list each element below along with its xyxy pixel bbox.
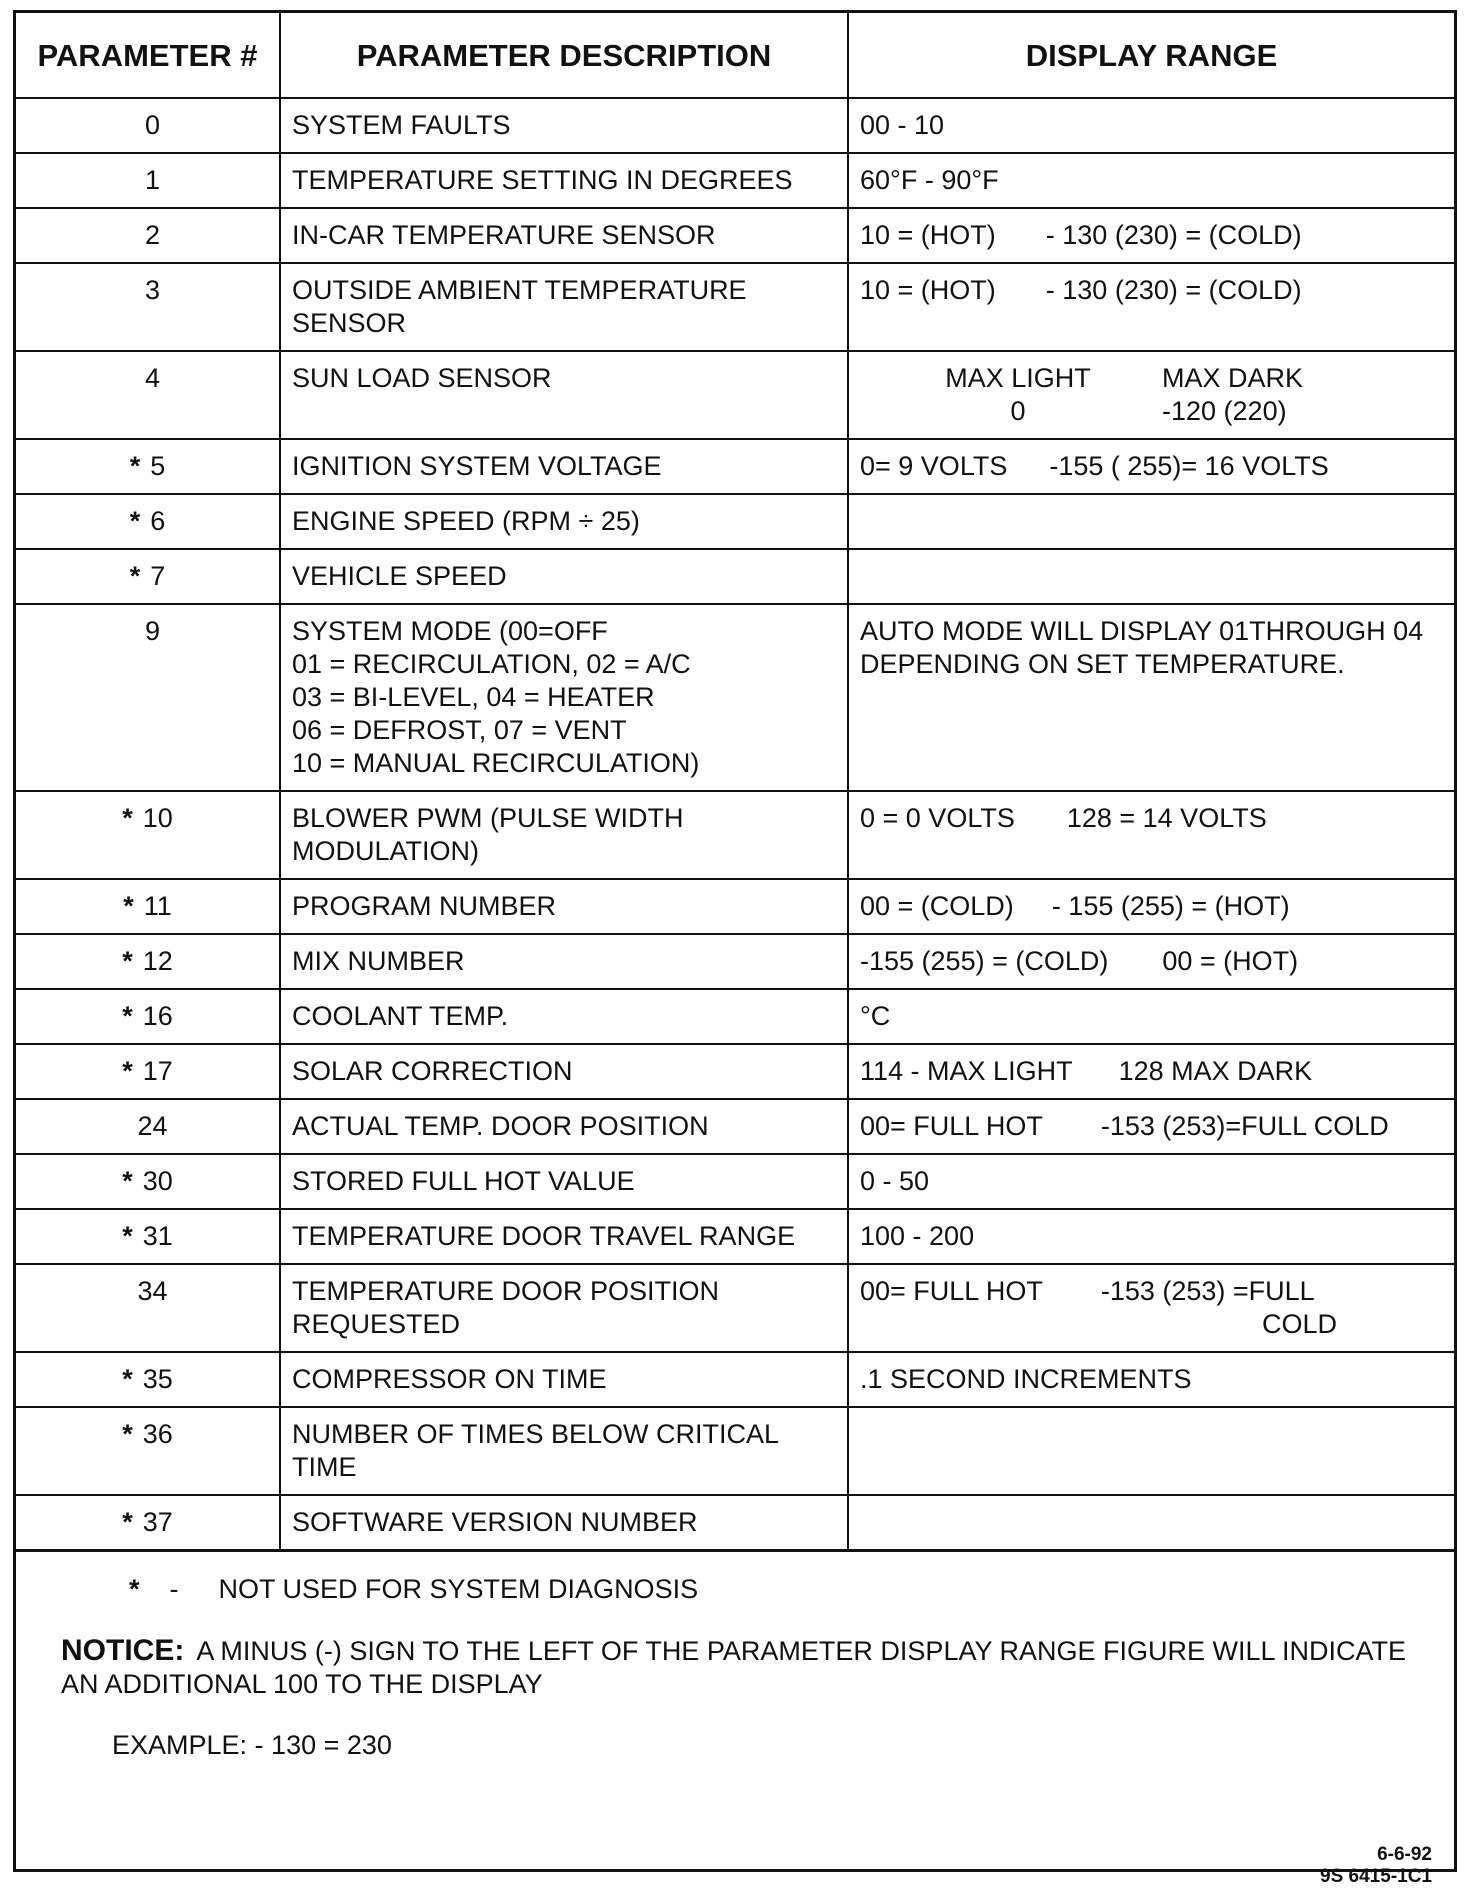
display-range [848,494,1454,549]
parameter-description: BLOWER PWM (PULSE WIDTH MODULATION) [280,791,848,879]
display-range: 10 = (HOT) - 130 (230) = (COLD) [848,208,1454,263]
table-row [16,1495,1454,1551]
parameter-number: * 37 [16,1495,280,1551]
parameter-number: 9 [16,604,280,791]
notice-text: A MINUS (-) SIGN TO THE LEFT OF THE PARAMETER DISPLAY RANGE FIGURE WILL INDICATE AN ADDITIONAL 100 TO THE DISPLAY [61,1636,1407,1699]
display-range: 60°F - 90°F [848,153,1454,208]
parameter-description: COMPRESSOR ON TIME [280,1352,848,1407]
parameter-number: * 11 [16,879,280,934]
parameter-sheet [13,10,1457,1887]
display-range: 00= FULL HOT -153 (253)=FULL COLD [848,1099,1454,1154]
parameter-number: * 36 [16,1407,280,1495]
table-row [16,1352,1454,1407]
notice-label: NOTICE: [61,1634,185,1667]
max-light-label: MAX LIGHT [945,363,1091,393]
table-row [16,439,1454,494]
parameter-number: * 35 [16,1352,280,1407]
header-parameter-number: PARAMETER # [16,13,280,98]
notice-paragraph [61,1634,1424,1701]
table-row [16,549,1454,604]
display-range [848,549,1454,604]
display-range: 00= FULL HOT -153 (253) =FULL COLD [848,1264,1454,1352]
header-row [16,13,1454,98]
parameter-number: 3 [16,263,280,351]
max-light-value: 0 [1010,396,1026,426]
table-row [16,1154,1454,1209]
parameter-description: SUN LOAD SENSOR [280,351,848,439]
parameter-description: TEMPERATURE DOOR TRAVEL RANGE [280,1209,848,1264]
asterisk-symbol: * [129,1574,140,1604]
parameter-table [16,13,1454,1552]
table-row [16,989,1454,1044]
max-dark-value: -120 (220) [1162,396,1287,426]
table-row [16,98,1454,153]
header-display-range: DISPLAY RANGE [848,13,1454,98]
parameter-description: SYSTEM FAULTS [280,98,848,153]
parameter-number: * 30 [16,1154,280,1209]
document-id [1320,1844,1432,1888]
parameter-description: COOLANT TEMP. [280,989,848,1044]
display-range: 00 - 10 [848,98,1454,153]
display-range: AUTO MODE WILL DISPLAY 01THROUGH 04 DEPENDING ON SET TEMPERATURE. [848,604,1454,791]
parameter-number: * 17 [16,1044,280,1099]
parameter-description: MIX NUMBER [280,934,848,989]
parameter-number: 2 [16,208,280,263]
parameter-number: * 12 [16,934,280,989]
table-row [16,1044,1454,1099]
table-row [16,494,1454,549]
parameter-description: SOLAR CORRECTION [280,1044,848,1099]
parameter-number: 34 [16,1264,280,1352]
parameter-number: * 6 [16,494,280,549]
table-row [16,934,1454,989]
parameter-description: TEMPERATURE DOOR POSITION REQUESTED [280,1264,848,1352]
parameter-description: NUMBER OF TIMES BELOW CRITICAL TIME [280,1407,848,1495]
display-range: 114 - MAX LIGHT 128 MAX DARK [848,1044,1454,1099]
table-row [16,1264,1454,1352]
parameter-description: VEHICLE SPEED [280,549,848,604]
parameter-number: 24 [16,1099,280,1154]
parameter-description: IGNITION SYSTEM VOLTAGE [280,439,848,494]
parameter-description: OUTSIDE AMBIENT TEMPERATURE SENSOR [280,263,848,351]
asterisk-legend: * - NOT USED FOR SYSTEM DIAGNOSIS [129,1574,699,1604]
parameter-description: PROGRAM NUMBER [280,879,848,934]
parameter-number: * 10 [16,791,280,879]
table-row [16,263,1454,351]
display-range: 0= 9 VOLTS -155 ( 255)= 16 VOLTS [848,439,1454,494]
example-text: EXAMPLE: - 130 = 230 [112,1730,392,1760]
parameter-number: * 5 [16,439,280,494]
parameter-description: SYSTEM MODE (00=OFF 01 = RECIRCULATION, 02 = A/C 03 = BI-LEVEL, 04 = HEATER 06 = DEFROST, 07 = VENT 10 = MANUAL RECIRCULATION) [280,604,848,791]
display-range: 00 = (COLD) - 155 (255) = (HOT) [848,879,1454,934]
table-row [16,604,1454,791]
display-range: 100 - 200 [848,1209,1454,1264]
parameter-number: * 16 [16,989,280,1044]
parameter-description: ACTUAL TEMP. DOOR POSITION [280,1099,848,1154]
table-row [16,1099,1454,1154]
legend-text: NOT USED FOR SYSTEM DIAGNOSIS [218,1574,699,1604]
parameter-number: 1 [16,153,280,208]
display-range [848,1407,1454,1495]
display-range [848,1495,1454,1551]
parameter-description: STORED FULL HOT VALUE [280,1154,848,1209]
table-row [16,1407,1454,1495]
display-range: -155 (255) = (COLD) 00 = (HOT) [848,934,1454,989]
header-parameter-description: PARAMETER DESCRIPTION [280,13,848,98]
parameter-number: * 31 [16,1209,280,1264]
display-range-continued: COLD [1262,1309,1338,1339]
parameter-description: TEMPERATURE SETTING IN DEGREES [280,153,848,208]
parameter-number: 4 [16,351,280,439]
table-row [16,1209,1454,1264]
display-range: 0 = 0 VOLTS 128 = 14 VOLTS [848,791,1454,879]
table-row [16,153,1454,208]
table-row [16,351,1454,439]
display-range: .1 SECOND INCREMENTS [848,1352,1454,1407]
table-row [16,879,1454,934]
display-range: 10 = (HOT) - 130 (230) = (COLD) [848,263,1454,351]
document-code: 9S 6415-1C1 [1320,1866,1432,1887]
parameter-description: SOFTWARE VERSION NUMBER [280,1495,848,1551]
parameter-description: IN-CAR TEMPERATURE SENSOR [280,208,848,263]
table-row [16,791,1454,879]
display-range: 0 - 50 [848,1154,1454,1209]
parameter-description: ENGINE SPEED (RPM ÷ 25) [280,494,848,549]
document-date: 6-6-92 [1377,1844,1432,1865]
parameter-number: 0 [16,98,280,153]
max-dark-label: MAX DARK [1162,363,1304,393]
display-range: °C [848,989,1454,1044]
parameter-number: * 7 [16,549,280,604]
table-row [16,208,1454,263]
display-range [848,351,1454,439]
